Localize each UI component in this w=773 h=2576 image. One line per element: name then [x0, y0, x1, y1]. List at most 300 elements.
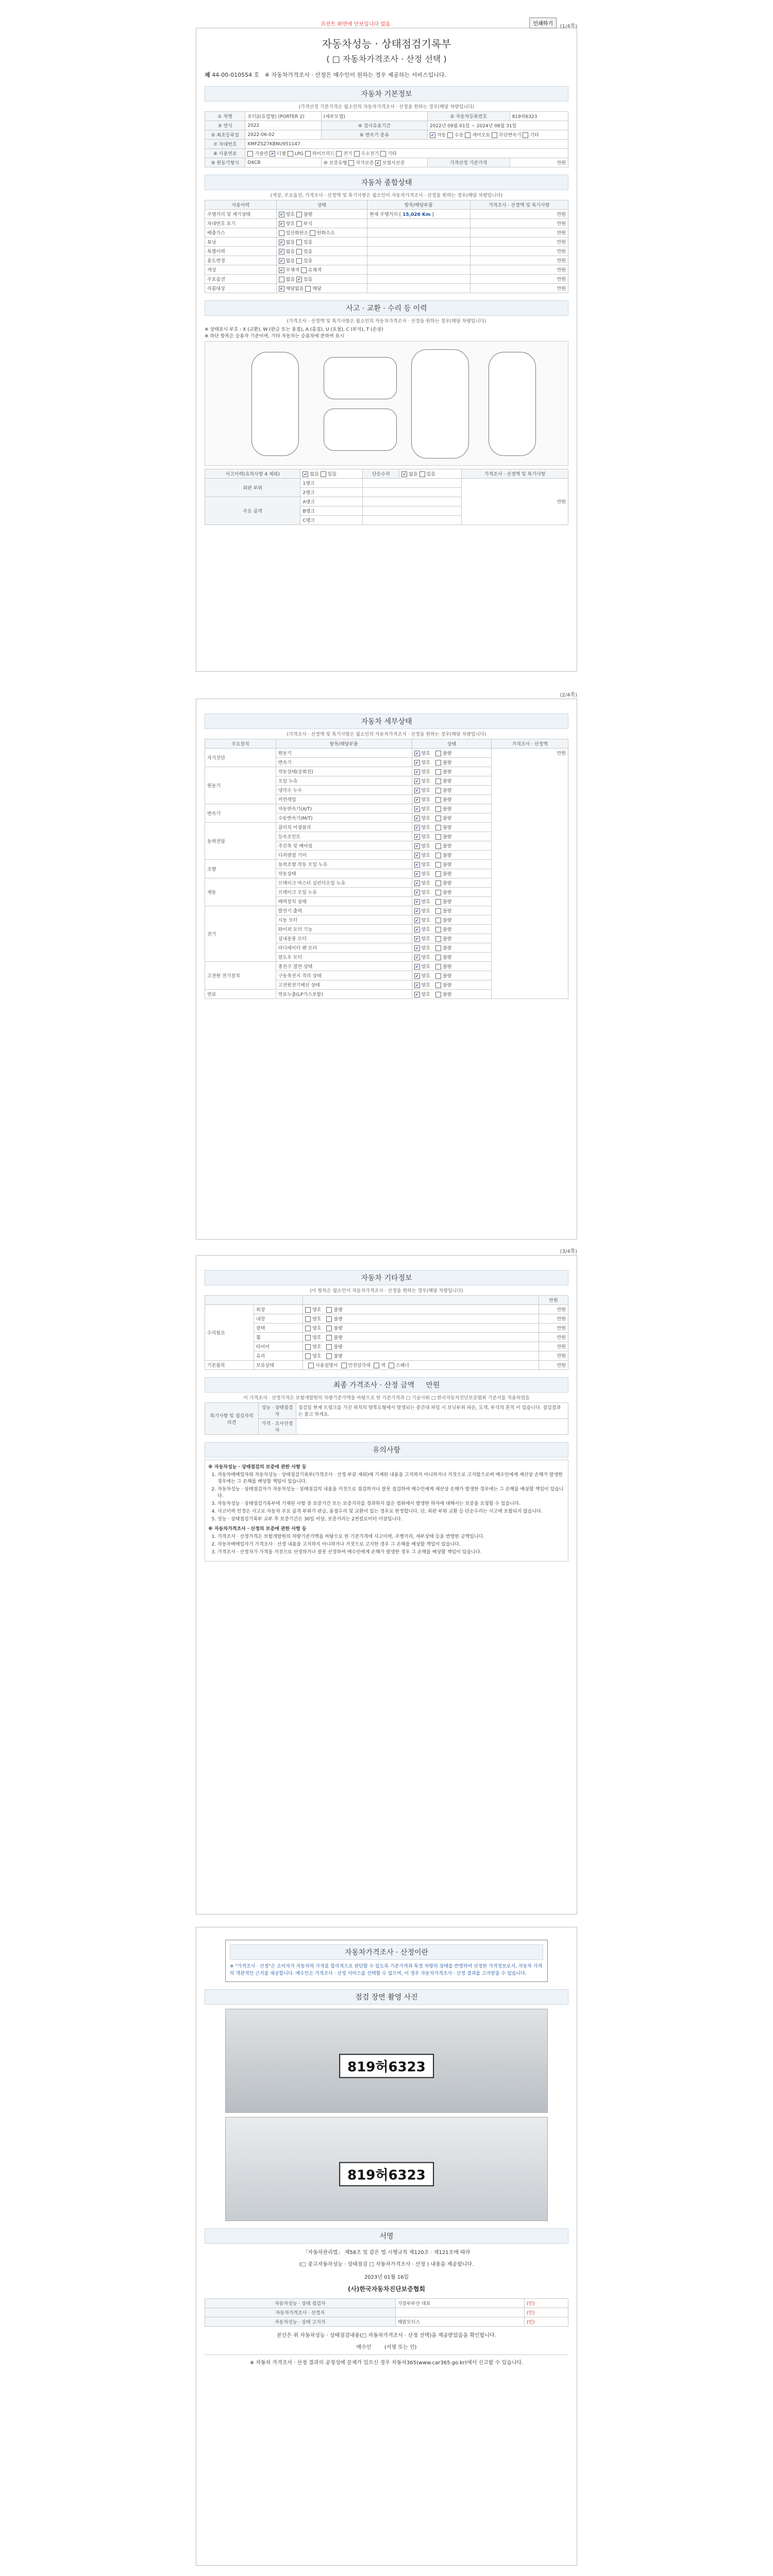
trans-type-options	[427, 130, 568, 140]
state-a: 일산화탄소	[285, 231, 309, 236]
state-good: 양호	[421, 992, 430, 997]
check-icon	[435, 843, 441, 849]
engine-label: ⑨ 원동기형식	[205, 158, 245, 167]
detail-item-name: 작동상태(공회전)	[276, 767, 412, 776]
check-icon	[288, 151, 293, 157]
overall-row-state	[276, 219, 367, 228]
base-items-list	[303, 1361, 539, 1370]
print-button[interactable]: 인쇄하기	[529, 18, 557, 28]
check-icon	[341, 1363, 347, 1368]
state-bad: 불량	[442, 872, 452, 877]
overall-row-name: 튜닝	[205, 238, 277, 247]
state-bad: 불량	[442, 751, 452, 756]
detail-table	[205, 739, 568, 999]
state-good: 양호	[421, 890, 430, 895]
caution-item: 5. 성능 · 상태점검기록부 교부 후 보증기간은 30일 이상, 보증거리는 2천킬로미터 이상입니다.	[217, 1516, 565, 1523]
doc-no-label: 제	[205, 72, 210, 78]
state-a: 양호	[285, 212, 295, 217]
check-icon	[336, 151, 342, 157]
doc-number-line	[205, 71, 568, 79]
detail-item-name: 클러치 어셈블리	[276, 823, 412, 832]
check-icon	[270, 151, 275, 157]
detail-item-name: 브레이크 마스터 실린더오일 누유	[276, 878, 412, 888]
rank-2-parts	[363, 488, 462, 497]
overall-row-name: 배출가스	[205, 228, 277, 238]
check-icon	[279, 258, 284, 264]
state-b: 부식	[303, 222, 313, 227]
check-icon	[326, 1353, 332, 1359]
state-bad: 불량	[442, 798, 452, 803]
state-good: 양호	[312, 1335, 322, 1341]
detail-item-name: 자동변속기(A/T)	[276, 804, 412, 814]
etc-col-state	[303, 1296, 539, 1305]
unit: 만원	[470, 265, 568, 275]
detail-empty	[367, 247, 470, 256]
caution-item: 2. 자동차매매업자가 가격조사 · 산정 내용을 고지하지 아니하거나 거짓으로 고지한 경우 그 손해를 배상할 책임이 있습니다.	[217, 1541, 565, 1548]
detail-empty	[367, 256, 470, 265]
detail-item-state	[412, 980, 492, 990]
accident-legend: ※ 상태표시 부호 : X (교환), W (판금 또는 용접), A (흠집), U (요철), C (부식), T (손상)	[205, 327, 383, 332]
detail-item-state	[412, 897, 492, 906]
trans-semi: 세미오토	[472, 133, 491, 138]
detail-item-state	[412, 832, 492, 841]
state-b: 해당	[312, 286, 322, 292]
state-good: 양호	[421, 835, 430, 840]
etc-row-name: 광택	[254, 1324, 303, 1333]
detail-empty	[367, 275, 470, 284]
etc-row	[205, 1333, 568, 1342]
check-icon	[435, 816, 441, 821]
state-good: 양호	[312, 1317, 322, 1322]
check-icon	[279, 286, 284, 292]
engine-value: D4CB	[245, 158, 321, 167]
etc-row	[205, 1351, 568, 1361]
etc-row-state	[303, 1305, 539, 1314]
detail-item-name: 디퍼렌셜 기어	[276, 851, 412, 860]
check-icon	[435, 862, 441, 868]
unit: 만원	[470, 210, 568, 219]
rank-b: B랭크	[300, 506, 363, 516]
etc-row-state	[303, 1324, 539, 1333]
check-icon	[435, 899, 441, 905]
check-icon	[435, 825, 441, 831]
plate-front: 819허6323	[339, 2054, 434, 2078]
car-side-right-icon	[324, 409, 397, 451]
state-bad: 불량	[333, 1335, 343, 1341]
detail-item-name: 오일 누유	[276, 776, 412, 786]
check-icon	[435, 945, 441, 951]
detail-item-state	[412, 888, 492, 897]
detail-item-state	[412, 786, 492, 795]
detail-item-name: 구동축전지 격리 상태	[276, 971, 412, 980]
rank-1-parts	[363, 479, 462, 488]
detail-item-state	[412, 990, 492, 999]
state-a: 양호	[285, 222, 295, 227]
check-icon	[435, 806, 441, 812]
unit: 만원	[470, 284, 568, 293]
check-icon	[414, 973, 420, 979]
detail-item-name: 커먼레일	[276, 795, 412, 804]
check-icon	[435, 982, 441, 988]
state-good: 양호	[421, 751, 430, 756]
sign-footer: ※ 자동차 가격조사 · 산정 결과의 공정성에 문제가 있으신 경우 자동차365(www.car365.go.kr)에서 신고할 수 있습니다.	[205, 2354, 568, 2366]
check-icon	[305, 1335, 311, 1341]
opinion-label: 특기사항 및 점검자의 의견	[205, 1403, 259, 1435]
check-icon	[414, 945, 420, 951]
state-bad: 불량	[442, 974, 452, 979]
detail-item-name: 등속조인트	[276, 832, 412, 841]
appraiser-label: 가격 · 조사산정자	[259, 1419, 296, 1435]
appraiser-empty	[296, 1419, 568, 1435]
check-icon	[321, 471, 326, 477]
fuel-lpg: LPG	[294, 151, 304, 157]
check-icon	[414, 816, 420, 821]
sign-section: 서명	[205, 2228, 568, 2244]
odometer-prefix: 현재 주행거리 [	[369, 212, 401, 217]
state-have: 있음	[327, 472, 337, 477]
detail-item-state	[412, 823, 492, 832]
check-icon	[435, 908, 441, 914]
check-icon	[401, 471, 407, 477]
state-bad: 불량	[442, 853, 452, 858]
check-icon	[305, 286, 311, 292]
inspection-label: ④ 검사유효기간	[321, 121, 427, 130]
state-b: 탄화수소	[317, 231, 335, 236]
accident-history-label: 사고이력(유의사항 4 제외)	[205, 469, 300, 479]
check-icon	[296, 277, 302, 282]
fuel-h2: 수소전기	[361, 151, 379, 157]
year-value: 2022	[245, 121, 321, 130]
state-bad: 불량	[442, 835, 452, 840]
check-icon	[492, 132, 497, 138]
etc-note: (이 항목은 월소인이 자동차가격조사 · 산정을 원하는 경우(해당 차량입니다)	[310, 1289, 463, 1294]
overall-row	[205, 219, 568, 228]
check-icon	[435, 890, 441, 895]
state-bad: 불량	[442, 918, 452, 923]
sheet-4	[196, 1927, 577, 2566]
odometer-value: 15,026 Km	[402, 212, 431, 217]
unit: 만원	[470, 238, 568, 247]
state-good: 양호	[421, 816, 430, 821]
check-icon	[435, 778, 441, 784]
vin-label: ⑦ 차대번호	[205, 140, 245, 149]
unit: 만원	[539, 1333, 568, 1342]
overall-row-state	[276, 265, 367, 275]
unit: 만원	[539, 1361, 568, 1370]
state-b: 불량	[303, 212, 313, 217]
seal-1: (인)	[524, 2299, 568, 2308]
page-4	[196, 1927, 577, 2566]
detail-empty	[367, 284, 470, 293]
check-icon	[435, 834, 441, 840]
detail-group-name: 조향	[205, 860, 276, 878]
caution-item: 1. 자동차매매업자와 자동차성능 · 상태점검기록부(가격조사 · 산정 부분 제외)에 기재된 내용을 고지하지 아니하거나 거짓으로 고지함으로써 매수인에게 재산상 손해가 발생한 경우에는 그 손해를 배상할 책임이 있습니다.	[217, 1472, 565, 1485]
basic-info-section: 자동차 기본정보	[205, 86, 568, 101]
overall-row-name: 특별이력	[205, 247, 277, 256]
check-icon	[435, 871, 441, 877]
check-icon	[296, 258, 302, 264]
detail-item-state	[412, 971, 492, 980]
check-icon	[523, 132, 528, 138]
detail-group-name: 연료	[205, 990, 276, 999]
reg-label: ② 자동차등록번호	[427, 112, 510, 121]
detail-item-state	[412, 878, 492, 888]
check-icon	[279, 240, 284, 245]
repair-need-label: 수리필요	[205, 1305, 254, 1361]
page-indicator: (3/4쪽)	[560, 1249, 577, 1255]
overall-row	[205, 247, 568, 256]
detail-empty	[367, 228, 470, 238]
check-icon	[296, 221, 302, 227]
sign-org: (사)한국자동차진단보증협회	[347, 2285, 426, 2293]
check-icon	[414, 843, 420, 849]
check-icon	[326, 1335, 332, 1341]
check-icon	[435, 964, 441, 970]
accident-history-state	[300, 469, 363, 479]
reg-value: 819허6323	[510, 112, 568, 121]
overall-row-state	[276, 256, 367, 265]
inspector-label: 성능 · 상태점검자	[259, 1403, 296, 1419]
state-a: 없음	[285, 259, 295, 264]
state-bad: 불량	[442, 816, 452, 821]
fuel-elec: 전기	[343, 151, 352, 157]
state-bad: 불량	[333, 1326, 343, 1331]
basic-info-note: (가격산정 기준가격은 월소인의 자동차가격조사 · 산정을 원하는 경우(해당 차량입니다)	[298, 105, 475, 110]
caution-list-2	[208, 1534, 565, 1556]
top-bar	[196, 10, 577, 28]
etc-row-name: 유리	[254, 1351, 303, 1361]
caution-list-1	[208, 1472, 565, 1523]
detail-item-state	[412, 925, 492, 934]
check-icon	[305, 1344, 311, 1350]
etc-col-price: 만원	[539, 1296, 568, 1305]
detail-empty	[367, 265, 470, 275]
detail-item-state	[412, 906, 492, 916]
sign-date: 2023년 01월 16일	[364, 2275, 409, 2280]
state-bad: 불량	[442, 964, 452, 970]
state-bad: 불량	[442, 983, 452, 988]
detail-item-state	[412, 804, 492, 814]
doc-subtitle: ( □ 자동차가격조사 · 산정 선택 )	[326, 54, 447, 64]
rank-a: A랭크	[300, 497, 363, 506]
check-icon	[447, 132, 453, 138]
detail-group-name: 전기	[205, 906, 276, 962]
plate-rear: 819허6323	[339, 2162, 434, 2187]
check-icon	[435, 936, 441, 942]
state-b: 유채색	[308, 268, 322, 273]
check-icon	[435, 955, 441, 960]
model-value: 포터2(유럽형) (PORTER 2)	[245, 112, 321, 121]
check-icon	[303, 471, 308, 477]
unit: 만원	[539, 1324, 568, 1333]
state-good: 양호	[312, 1326, 322, 1331]
detail-item-state	[412, 841, 492, 851]
check-icon	[375, 160, 381, 166]
receiver-note: 본인은 위 자동차성능 · 상태점검내용(□ 자동차가격조사 · 산정 선택)을 제공받았음을 확인합니다.	[277, 2333, 496, 2338]
detail-item-name: 추진축 및 베어링	[276, 841, 412, 851]
state-good: 양호	[421, 964, 430, 970]
state-good: 양호	[421, 983, 430, 988]
overall-row-state	[276, 247, 367, 256]
state-good: 양호	[421, 770, 430, 775]
page-indicator: (1/4쪽)	[560, 24, 577, 29]
overall-row	[205, 256, 568, 265]
role-1: 자동차성능 · 상태 점검자	[205, 2299, 396, 2308]
detail-group-name: 제동	[205, 878, 276, 906]
check-icon	[326, 1307, 332, 1313]
state-bad: 불량	[442, 890, 452, 895]
check-icon	[279, 277, 284, 282]
check-icon	[279, 230, 284, 236]
unit: 만원	[539, 1351, 568, 1361]
check-icon	[279, 249, 284, 255]
etc-row-state	[303, 1342, 539, 1351]
seal-2: (인)	[524, 2308, 568, 2317]
state-good: 양호	[312, 1308, 322, 1313]
state-bad: 불량	[333, 1345, 343, 1350]
check-icon	[414, 899, 420, 905]
caution-item: 3. 가격조사 · 산정자가 가격을 거짓으로 산정하거나 잘못 산정하여 매수인에게 손해가 발생한 경우 그 손해를 배상할 책임이 있습니다.	[217, 1549, 565, 1556]
state-a: 무채색	[285, 268, 299, 273]
caution-item: 1. 가격조사 · 산정가격은 보험개발원의 차량기준가액을 바탕으로 한 기준가격에 사고이력, 주행거리, 세부상태 등을 반영한 금액입니다.	[217, 1534, 565, 1540]
check-icon	[414, 936, 420, 942]
detail-item-state	[412, 962, 492, 971]
check-icon	[247, 151, 253, 157]
car-diagram	[205, 341, 568, 466]
state-good: 양호	[421, 798, 430, 803]
trans-type-label: ⑥ 변속기 종류	[321, 130, 427, 140]
page-3	[196, 1247, 577, 1914]
price-base-label: 가격산정 기준가격	[427, 158, 510, 167]
check-icon	[414, 760, 420, 766]
caution-head-1: ※ 자동차성능 · 상태점검의 보증에 관한 사항 등	[208, 1465, 307, 1470]
final-note: 이 가격조사 · 산정가격은 보험개발원의 차량기준가액을 바탕으로 한 기준가격과 □ 기술사회 □ 한국자동차진단보증협회 기준서를 적용하였음	[243, 1396, 530, 1401]
final-table	[205, 1402, 568, 1435]
etc-col-item	[205, 1296, 303, 1305]
check-icon	[414, 982, 420, 988]
etc-header-row	[205, 1296, 568, 1305]
etc-row-name: 외장	[254, 1305, 303, 1314]
base-item-spanner: 스패너	[395, 1363, 409, 1368]
check-icon	[414, 862, 420, 868]
detail-col-state: 상태	[412, 739, 492, 749]
check-icon	[419, 471, 425, 477]
check-icon	[414, 871, 420, 877]
etc-row	[205, 1305, 568, 1314]
check-icon	[308, 1363, 314, 1368]
rear-photo	[225, 2117, 548, 2221]
detail-empty	[367, 238, 470, 247]
detail-item-name: 냉각수 누수	[276, 786, 412, 795]
overall-row-name: 차대번호 표기	[205, 219, 277, 228]
check-icon	[348, 160, 354, 166]
sign-table	[205, 2298, 568, 2327]
detail-item-state	[412, 767, 492, 776]
print-notice: 프린트 화면에 안보입니다 없음	[321, 22, 391, 27]
accident-summary-table	[205, 469, 568, 525]
rank-c-parts	[363, 516, 462, 525]
check-icon	[374, 1363, 379, 1368]
check-icon	[414, 908, 420, 914]
state-good: 양호	[421, 955, 430, 960]
detail-item-name: 시동 모터	[276, 916, 412, 925]
info-box	[225, 1940, 548, 1982]
overall-note: (색상, 주요옵션, 가격조사 · 산정액 및 특기사항은 월소인이 자동차가격조사 · 산정을 원하는 경우(해당 차량입니다)	[270, 193, 503, 198]
check-icon	[380, 151, 386, 157]
trans-detail-label: (세부모델)	[321, 112, 427, 121]
page-indicator: (2/4쪽)	[560, 692, 577, 698]
check-icon	[305, 1316, 311, 1322]
caution-section: 유의사항	[205, 1442, 568, 1458]
check-icon	[414, 918, 420, 923]
accident-price-label: 가격조사 · 산정액 및 특기사항	[462, 469, 568, 479]
page-2	[196, 690, 577, 1240]
overall-row-name: 주행거리 및 계기상태	[205, 210, 277, 219]
check-icon	[435, 880, 441, 886]
check-icon	[301, 267, 307, 273]
state-bad: 불량	[442, 844, 452, 849]
detail-group-name: 동력전달	[205, 823, 276, 860]
state-bad: 불량	[442, 770, 452, 775]
fuel-label: ⑧ 사용연료	[205, 149, 245, 158]
detail-item-state	[412, 749, 492, 758]
overall-section: 자동차 종합상태	[205, 175, 568, 190]
opinion-text: 점검일 현재 트렁크를 가진 위치의 양쪽도형에서 발생되는 중간대 파일 시 보닛부위 파손, 도색, 부식의 흔적 이 있습니다. 점검결과 는 참고 하세요.	[296, 1403, 568, 1419]
check-icon	[465, 132, 470, 138]
state-good: 양호	[421, 760, 430, 766]
state-good: 양호	[421, 788, 430, 793]
state-a: 해당없음	[285, 286, 304, 292]
state-good: 양호	[421, 927, 430, 933]
state-good: 양호	[312, 1345, 322, 1350]
check-icon	[435, 797, 441, 803]
check-icon	[435, 788, 441, 793]
state-good: 양호	[312, 1354, 322, 1359]
check-icon	[435, 918, 441, 923]
buyer-sign: (서명 또는 인)	[384, 2345, 417, 2350]
detail-item-name: 와이퍼 모터 기능	[276, 925, 412, 934]
caution-head-2: ※ 자동차가격조사 · 산정의 보증에 관한 사항 등	[208, 1527, 307, 1532]
base-item-jack: 잭	[381, 1363, 385, 1368]
overall-table	[205, 200, 568, 293]
state-good: 양호	[421, 862, 430, 868]
state-good: 양호	[421, 918, 430, 923]
etc-row	[205, 1342, 568, 1351]
etc-section: 자동차 기타정보	[205, 1270, 568, 1285]
detail-col-main: 주요장치	[205, 739, 276, 749]
base-item-manual: 사용설명서	[315, 1363, 338, 1368]
sheet-1	[196, 28, 577, 672]
detail-item-name: 윈도우 모터	[276, 953, 412, 962]
overall-col-detail: 항목/해당부품	[367, 200, 470, 210]
etc-table	[205, 1295, 568, 1370]
state-good: 양호	[421, 946, 430, 951]
overall-row-state	[276, 228, 367, 238]
detail-item-state	[412, 776, 492, 786]
first-reg-label: ⑤ 최초등록일	[205, 130, 245, 140]
check-icon	[305, 1307, 311, 1313]
unit: 만원	[539, 1314, 568, 1324]
overall-row	[205, 265, 568, 275]
detail-group-name: 자기진단	[205, 749, 276, 767]
name-3: 해맑모터스	[395, 2317, 524, 2327]
check-icon	[435, 927, 441, 933]
info-box-text: ※ "가격조사 · 산정"은 소비자가 자동차의 가격을 합리적으로 판단할 수 있도록 기준가격과 특정 차량의 상태를 반영하여 산정한 가격정보로서, 자동차 가격의 객관적인 근거를 제공합니다. 매수인은 가격조사 · 산정 서비스를 선택할 수 있으며, 이 경우 자동차가격조사 · 산정 결과를 고지받을 수 있습니다.	[230, 1964, 543, 1976]
check-icon	[414, 992, 420, 997]
model-label: ① 차명	[205, 112, 245, 121]
state-a: 없음	[285, 277, 295, 282]
check-icon	[326, 1316, 332, 1322]
